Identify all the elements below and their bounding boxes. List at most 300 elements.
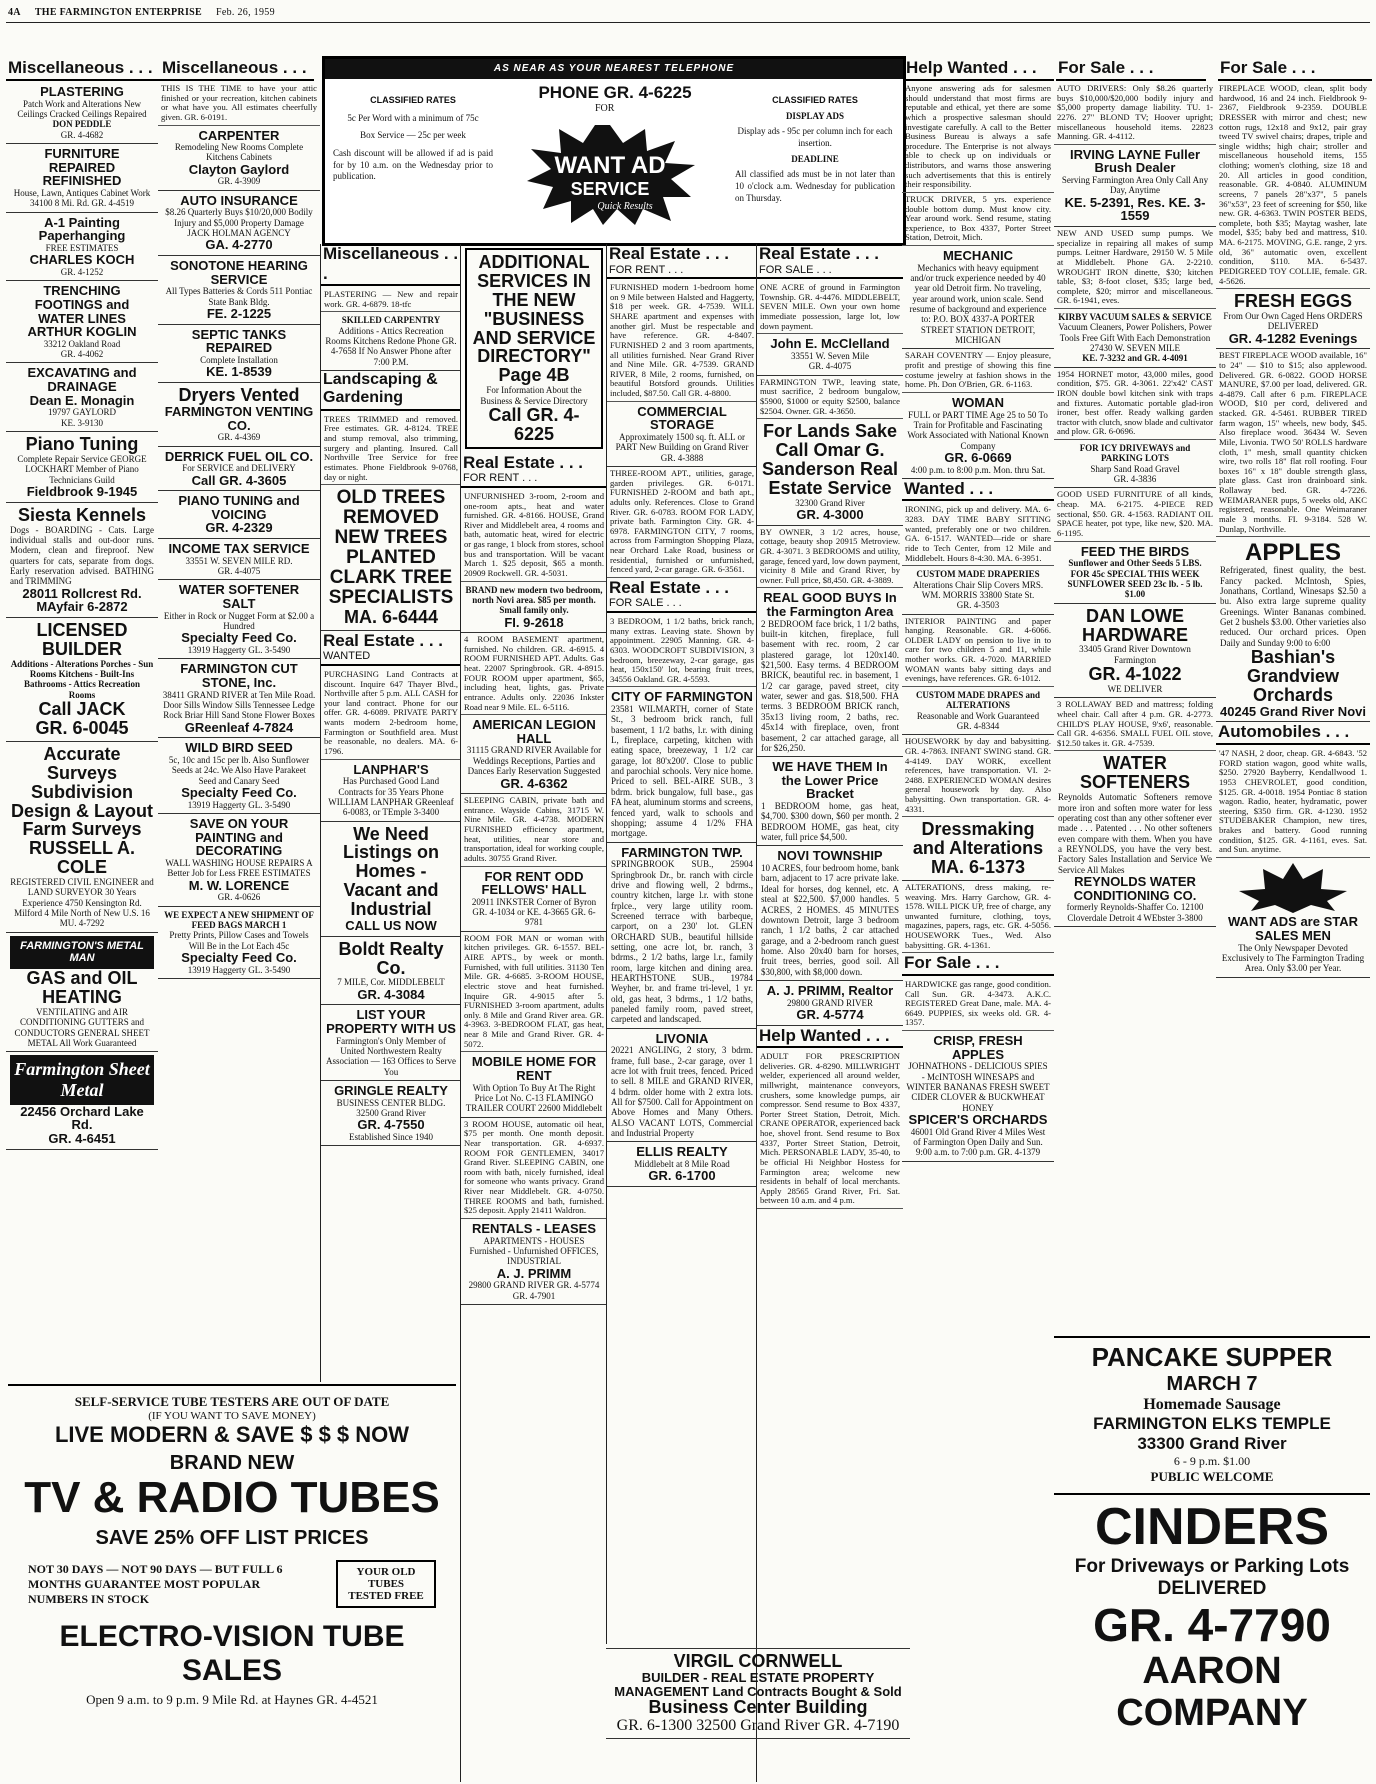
ad-heading: BRAND new modern two bedroom, north Novi area. $85 per month. Small family only. xyxy=(465,584,603,616)
ad-name: Dean E. Monagin xyxy=(29,392,135,408)
ad-heading: PIANO TUNING and VOICING xyxy=(178,493,300,522)
ad-heading: LIST YOUR PROPERTY WITH US xyxy=(326,1007,456,1037)
column-3 xyxy=(320,244,461,1382)
ad-text: Approximately 1500 sq. ft. ALL or PART New Building on Grand River xyxy=(615,431,749,453)
ad-text: Farmington's Only Member of United Northwestern Realty Association — 163 Offices to Serve You xyxy=(325,1035,457,1077)
section-title: Real Estate . . . xyxy=(609,244,729,263)
ad-text: Additions - Attics Recreation Rooms Kitchens Redone Phone GR. 4-7658 If No Answer Phone after 7:00 P.M. xyxy=(325,325,457,367)
ad-sonotone xyxy=(158,256,320,325)
column-2 xyxy=(158,82,320,1382)
ad-heading: WOMAN xyxy=(952,394,1004,410)
ad-text: All Types Batteries & Cords 511 Pontiac State Bank Bldg. xyxy=(165,286,313,307)
pancake-venue: FARMINGTON ELKS TEMPLE xyxy=(1093,1414,1331,1433)
ad-name: Clayton Gaylord xyxy=(188,161,290,177)
ad-phone: MAyfair 6-2872 xyxy=(36,599,128,615)
ad-name: A. J. PRIMM xyxy=(496,1265,572,1281)
ad-real-good-buys xyxy=(757,588,903,757)
ad-phone: 34100 8 Mi. Rd. GR. 4-4519 xyxy=(29,198,134,209)
ad-phone: GR. 4-3000 xyxy=(796,507,864,523)
ad-rentals-leases xyxy=(461,1219,607,1305)
ad-softener-salt xyxy=(158,580,320,659)
ad-phone: GR. 4-0626 xyxy=(217,892,261,903)
ad-auto-insurance xyxy=(158,191,320,256)
ad-name: Specialty Feed Co. xyxy=(181,949,297,965)
ad-name: WE DELIVER xyxy=(1107,683,1163,694)
header-miscellaneous-2: Miscellaneous . . . xyxy=(160,58,314,81)
ad-custom-draperies xyxy=(902,566,1054,614)
tube-line-4: BRAND NEW xyxy=(169,1452,295,1474)
ad-name: Specialty Feed Co. xyxy=(181,630,297,646)
ad-phone: GR. 4-4075 xyxy=(217,566,261,577)
ad-text: FULL or PART TIME Age 25 to 50 To Train for Profitable and Fascinating Work Associated with National Known Company xyxy=(907,409,1049,451)
pancake-welcome: PUBLIC WELCOME xyxy=(1150,1469,1274,1484)
ad-text: 29800 GRAND RIVER xyxy=(786,997,873,1008)
ad-heading: ELLIS REALTY xyxy=(636,1144,728,1160)
section-subtitle: FOR SALE . . . xyxy=(759,263,832,276)
ad-american-legion xyxy=(461,715,607,794)
ad-heading: SEPTIC TANKS REPAIRED xyxy=(191,326,287,356)
classified-entry: ALTERATIONS, dress making, re-weaving. Mrs. Harry Garchow, GR. 4-1578. WILL PICK UP, free of charge, any unwanted furniture, clothing, toys, magazines, papers, rags, etc. GR. 4-5056. HOUSEWORK Tues., Wed. Also babysitting. GR. 4-1361. xyxy=(902,881,1054,953)
ad-heading: FRESH EGGS xyxy=(1233,291,1353,312)
classified-entry: FIREPLACE WOOD, clean, split body hardwood, 16 and 24 inch. Fieldbrook 9-2367, Fieldbrook 9-2359. DOUBLE DRESSER with mirror and chest; new cotton rugs, 12x18 and 9x12, pair gray tweed TV swivel chairs; drapes, triple and single widths; high chair; stroller and miscellaneous household items, 155 clothing; women's clothing, size 18 and 20. All articles in good condition, reasonable. GR. 4-0840. ALUMINUM screens, 7 panels 28"x37", 5 panels 36"x53", 23 feet of screening for $50, like new. GR. 4-6363. TWIN POSTER BEDS, complete, both $35; Maytag washer, late model, $35; baby bed and mattress, $10. MA. 6-2175. MOVING, G.E. range, 2 yrs. old, 36" automatic oven, excellent condition, $110. MA. 6-5437. PEDIGREED TOY COLLIE, female. GR. 4-5626. xyxy=(1216,82,1370,289)
ad-heading: DERRICK FUEL OIL CO. xyxy=(164,448,314,464)
ad-business-directory xyxy=(465,248,603,449)
ad-text: CALL US NOW xyxy=(345,918,437,934)
ad-name: REYNOLDS WATER CONDITIONING CO. xyxy=(1073,873,1197,903)
ad-surveys xyxy=(6,742,158,933)
ad-phone: GR. 4-3503 xyxy=(956,600,1000,611)
ad-name: SPICER'S ORCHARDS xyxy=(908,1112,1048,1128)
ad-text: For Information About the Business & Service Directory xyxy=(480,385,588,406)
ad-text: SPRINGBROOK SUB., 25904 Springbrook Dr., br. ranch with circle drive and flowing well, 2 bdrms., country kitchen, large l.r. with stone frplce., very large utility room. Screened terrace with barbeque, carport, on a 230' lot. GLEN ORCHARD SUB., beautiful hillside setting, one acre lot, br. ranch, 3 bdrms., 2 1/2 baths, large l.r., family room, large kitchen and dining area. HEARTHSTONE SUB., 19784 Weyher, br. and frame tri-level, 1 yr. old, gas heat, 3 bdrms., 1 1/2 baths, paneled family room, paved street, carpeted and landscaped. xyxy=(611,859,753,1025)
ad-phone: GR. 4-1252 xyxy=(60,266,104,277)
tube-line-8: YOUR OLD TUBES TESTED FREE xyxy=(336,1560,436,1608)
ad-phone: GA. 4-2770 xyxy=(205,237,273,253)
masthead xyxy=(8,4,318,20)
ad-heading: INCOME TAX SERVICE xyxy=(168,541,310,557)
ad-phone: GReenleaf 4-7824 xyxy=(184,719,294,735)
ad-phone: GR. 4-3836 xyxy=(1113,474,1157,485)
ad-phone: KE. 3-9130 xyxy=(61,417,103,428)
ad-heading: WATER SOFTENER SALT xyxy=(178,582,300,612)
ad-heading: SAVE ON YOUR PAINTING and DECORATING xyxy=(189,815,289,859)
section-subtitle: WANTED xyxy=(323,650,371,663)
classified-entry: GOOD USED FURNITURE of all kinds, cheap. MA. 6-2175. 4-PIECE RED sectional, $50. GR. 4-1563. RADIANT OIL SPACE heater, pot type, like new, $20. MA. 6-1195. xyxy=(1054,488,1216,541)
header-for-sale-1: For Sale . . . xyxy=(1056,58,1206,81)
ad-text: Sharp Sand Road Gravel xyxy=(1090,463,1180,474)
ad-feed-the-birds xyxy=(1054,542,1216,604)
ad-text: 7 MILE, Cor. MIDDLEBELT xyxy=(337,977,445,988)
classified-entry: 1954 HORNET motor, 43,000 miles, good condition, $75. GR. 4-3061. 22'x42' CAST IRON double bowl kitchen sink with traps and fixtures. Automatic portable glad-iron ironer, best offer. Ready walking garden tractor with clutch, snow blade and cultivator and plow. GR. 6-0696. xyxy=(1054,368,1216,440)
ad-text: 33551 W. Seven Mile xyxy=(791,350,869,361)
ad-text: 33551 W. SEVEN MILE RD. xyxy=(185,555,293,566)
ad-phone: GR. 4-4369 xyxy=(217,432,261,443)
ad-text: 20221 ANGLING, 2 story, 3 bdrm. frame, full base., 2-car garage, over 1 acre lot with fruit trees, fenced. Priced to sell. 8 MILE and GRAND RIVER, 4 bdrm. older home with 2 extra lots. All for $7500. Call for Appointment on Above Homes and Many Others. ALSO VACANT LOTS, Commercial and Industrial Property xyxy=(611,1045,753,1139)
ad-phone: GR. 4-4075 xyxy=(808,361,852,372)
ad-furniture xyxy=(6,144,158,213)
ad-phone: GR. 4-3084 xyxy=(357,986,425,1002)
column-5 xyxy=(606,244,757,1644)
classified-entry: Anyone answering ads for salesmen should understand that most firms are reputable and ethical, yet there are some which a prospective salesman should investigate carefully. A call to the Better Business Bureau is always a safe procedure. The Enterprise is not always able to check up on individuals or distributors, and warns those answering such advertisements that this is entirely their responsibility. xyxy=(902,82,1054,193)
rates-right-2: Display ads - 95c per column inch for each insertion. xyxy=(737,126,893,149)
ad-electro-vision-tube-sales xyxy=(8,1384,456,1778)
ad-phone: 29800 GRAND RIVER GR. 4-5774 GR. 4-7901 xyxy=(468,1280,600,1301)
ad-text: VENTILATING and AIR CONDITIONING GUTTERS and CONDUCTORS GENERAL SHEET METAL All Work Guaranteed xyxy=(14,1006,150,1048)
burst-quick-results: Quick Results xyxy=(597,201,653,212)
classified-entry: THREE-ROOM APT., utilities, garage, garden privileges. GR. 6-0171. FURNISHED 2-ROOM and bath apt., adults only. References. Close to Grand River. GR. 6-0783. ROOM FOR LADY, private bath. Farmington City. GR. 4-6978. FARMINGTON CITY, 7 rooms, across from Farmington Shopping Plaza, near Orchard Lake Road, business or residential, furnished or unfurnished, fenced yard, 2-car garage. GR. 6-3561. xyxy=(607,467,757,578)
ad-heading: CUSTOM MADE DRAPES and ALTERATIONS xyxy=(915,689,1041,711)
section-title: Real Estate . . . xyxy=(609,577,729,597)
ad-text: 5c, 10c and 15c per lb. Also Sunflower Seeds at 24c. We Also Have Parakeet Seed and Canary Seed xyxy=(168,754,310,786)
ad-phone: GR. 4-1022 xyxy=(1088,664,1182,685)
burst-service: SERVICE xyxy=(570,179,650,199)
header-for-sale-2: For Sale . . . xyxy=(902,953,1054,976)
rates-right-1: DISPLAY ADS xyxy=(785,110,845,121)
ad-novi-township xyxy=(757,846,903,980)
classified-entry: FURNISHED modern 1-bedroom home on 9 Mile between Halsted and Haggerty, $18 per week. GR. 4-7539. WILL SHARE apartment and expenses with another girl. Must be respectable and have reference. GR. 4-8407. FURNISHED 2 and 3 room apartments, all utilities furnished. Near Grand River and Nine Mile. GR. 4-7539. GRAND RIVER, 8 Mile, 2 rooms, furnished, on beautiful Botsford grounds. Utilities included, $87.50. Call GR. 4-8800. xyxy=(607,281,757,402)
ad-ellis-realty xyxy=(607,1142,757,1187)
ad-text: JOHNATHONS - DELICIOUS SPIES - McINTOSH WINESAPS and WINTER BANANAS FRESH SWEET CIDER CLOVER & BUCKWHEAT HONEY xyxy=(906,1061,1050,1113)
ad-text: 31115 GRAND RIVER Available for Weddings Receptions, Parties and Dances Early Reservation Suggested xyxy=(466,745,602,777)
classified-entry: PLASTERING — New and repair work. GR. 4-6879. 18-tfc xyxy=(321,288,461,312)
ad-text: 38411 GRAND RIVER at Ten Mile Road. Door Sills Window Sills Tennessee Ledge Rock Briar Hill Sand Stone Flower Boxes xyxy=(162,689,316,721)
ad-phone: KE. 5-2391, Res. KE. 3-1559 xyxy=(1064,194,1206,224)
ad-heading: TRENCHING FOOTINGS and WATER LINES xyxy=(34,283,130,326)
ad-heading: SONOTONE HEARING SERVICE xyxy=(170,258,308,287)
ad-pancake-cinders xyxy=(1054,1336,1370,1784)
ad-text: The Only Newspaper Devoted Exclusively to The Farmington Trading Area. Only $3.00 per Year. xyxy=(1221,942,1365,974)
ad-text: Has Purchased Good Land Contracts for 35 Years Phone WILLIAM LANPHAR GReenleaf 6-0083, or TEmple 3-3400 xyxy=(328,776,454,818)
star-salesmen-icon xyxy=(1223,861,1363,913)
classified-entry: SARAH COVENTRY — Enjoy pleasure, profit and prestige of showing this fine costume jewelry at fashion shows in the home. Ph. Don O'Brien, GR. 6-1163. xyxy=(902,349,1054,393)
paper-name: THE FARMINGTON ENTERPRISE xyxy=(34,6,202,18)
ad-mcclelland xyxy=(757,334,903,375)
header-landscaping: Landscaping & Gardening xyxy=(321,371,461,411)
want-ad-burst-logo xyxy=(525,125,695,225)
ad-primm-realtor xyxy=(757,981,903,1026)
cinders-subtitle: For Driveways or Parking Lots xyxy=(1074,1556,1350,1578)
ad-phone: GR. 4-5774 xyxy=(796,1006,864,1022)
ad-heading: ADDITIONAL SERVICES IN THE NEW "BUSINESS AND SERVICE DIRECTORY" Page 4B xyxy=(472,252,596,386)
pancake-date: MARCH 7 xyxy=(1166,1373,1258,1395)
header-miscellaneous-1: Miscellaneous . . . xyxy=(6,58,160,81)
ad-text: BUILDER - REAL ESTATE PROPERTY MANAGEMENT Land Contracts Bought & Sold xyxy=(614,1669,902,1699)
ad-heading: WE EXPECT A NEW SHIPMENT OF FEED BAGS MARCH 1 xyxy=(164,909,314,930)
section-subtitle: FOR RENT . . . xyxy=(463,472,538,485)
ad-text: Complete Installation xyxy=(200,355,278,366)
ad-phone: GR. 4-3888 xyxy=(660,452,704,463)
pancake-time-price: 6 - 9 p.m. $1.00 xyxy=(1173,1454,1251,1468)
classified-entry: '47 NASH, 2 door, cheap. GR. 4-6843. '52 FORD station wagon, good white walls, $250. 27920 Bayberry, Kendallwood 1. 1953 CHEVROLET, good condition, $125. GR. 4-0018. 1954 Pontiac 8 station wagon. Radio, heater, hydramatic, power steering, $350 firm. GR. 4-1230. 1952 STUDEBAKER Champion, new tires, brakes and battery. Good running condition, $125. GR. 4-1161, eves. Sat. and Sun. anytime. xyxy=(1216,747,1370,858)
ad-heading: Accurate Surveys Subdivision Design & Layout Farm Surveys xyxy=(10,743,153,840)
ad-text: 32300 Grand River xyxy=(795,497,865,508)
ad-heading: WANT ADS are STAR SALES MEN xyxy=(1227,914,1358,943)
classified-entry: 3 BEDROOM, 1 1/2 baths, brick ranch, many extras. Leaving state. Shown by appointment. 22905 Manning. GR. 4-6303. WOODCROFT SUBDIVISION, 3 bedroom, breezeway, 2-car garage, gas heat, 150x150' lot, bearing fruit trees, 34556 Oakland. GR. 4-5593. xyxy=(607,615,757,687)
section-title: Real Estate . . . xyxy=(759,244,879,263)
ad-phone: MA. 6-6444 xyxy=(343,606,439,627)
ad-fresh-eggs xyxy=(1216,289,1370,349)
ad-text: Refrigerated, finest quality, the best. Fancy packed. McIntosh, Spies, Jonathans, Cortland, Winesaps $2.50 a bu. Also extra large supreme quality Greenings. Winter Bananas combined. Get 2 bushels $3.00. Other varieties also reduced. Our orchard prices. Open Daily and Sunday 9:00 to 6:00 xyxy=(1220,565,1366,648)
ad-boldt-realty xyxy=(321,937,461,1006)
ad-text: APARTMENTS - HOUSES Furnished - Unfurnished OFFICES, INDUSTRIAL xyxy=(469,1235,599,1267)
section-subtitle: FOR RENT . . . xyxy=(609,263,684,276)
tube-line-6: SAVE 25% OFF LIST PRICES xyxy=(95,1527,369,1550)
classified-entry: 3 ROOM HOUSE, automatic oil heat, $75 per month. One month deposit. Near transportation. GR. 4-6937. ROOM FOR GENTLEMEN, 34017 Grand River. SLEEPING CABIN, one room with bath, nicely furnished, ideal for someone who wants privacy. Grand River near Middlebelt. GR. 4-0750. THREE ROOMS and bath, furnished. $25 deposit. Apply 21411 Waldron. xyxy=(461,1118,607,1219)
ad-gas-oil-heating xyxy=(6,933,158,1052)
ad-heading: John E. McClelland xyxy=(770,336,890,352)
column-8 xyxy=(1054,82,1216,1332)
ad-name: CHARLES KOCH xyxy=(29,252,135,268)
ad-phone: Call GR. 4-3605 xyxy=(191,472,287,488)
cinders-company: AARON COMPANY xyxy=(1116,1649,1308,1734)
ad-heading: Boldt Realty Co. xyxy=(338,938,444,978)
header-for-sale-3: For Sale . . . xyxy=(1218,58,1372,81)
ad-heading: For Lands Sake Call Omar G. Sanderson Real Estate Service xyxy=(761,421,899,498)
ad-phone: FE. 2-1225 xyxy=(206,306,272,322)
ad-name: 4:00 p.m. to 8:00 p.m. Mon. thru Sat. xyxy=(910,464,1046,475)
classified-entry: HOUSEWORK by day and babysitting. GR. 4-7863. INFANT SWING stand. GR. 4-4149. DAY WORK, excellent references, have transportation. VI. 2-2488. EXPERIENCED WOMAN desires general housework by day. Also babysitting. Own transportation. GR. 4-4331. xyxy=(902,735,1054,817)
ad-text: Patch Work and Alterations New Ceilings Cracked Ceilings Repaired xyxy=(17,98,147,119)
classified-entry: BY OWNER, 3 1/2 acres, house, cottage, beauty shop 20915 Metroview. GR. 4-3071. 3 BEDROOMS and utility, garage, fenced yard, low down payment, vicinity 8 Mile and Grand River, by owner. Full price, $8,450. GR. 4-3889. xyxy=(757,526,903,589)
tube-line-9: ELECTRO-VISION TUBE SALES xyxy=(59,1620,405,1688)
ad-text: BUSINESS CENTER BLDG. 32500 Grand River xyxy=(336,1097,446,1119)
ad-heading: MECHANIC xyxy=(942,248,1014,263)
pancake-address: 33300 Grand River xyxy=(1137,1434,1287,1453)
ad-septic-tanks xyxy=(158,325,320,383)
ad-heading: CRISP, FRESH APPLES xyxy=(933,1033,1023,1062)
ad-kirby xyxy=(1054,309,1216,368)
ad-phone: GR. 4-6362 xyxy=(500,775,568,791)
ad-text: 10 ACRES, four bedroom home, bank barn, adjacent to 17 acre private lake. Ideal for horses, dog kennel, etc. A steal at $22,500. $7,000 handles. 5 ACRES, 2 HOMES. 45 MINUTES downtown Detroit, large 3 bedroom ranch, 1 1/2 baths, 2 car attached garage, and a 2-bedroom ranch guest home. Also 20x40 barn for horses, fruit trees, berries, good soil. All $30,800, with $8,000 down. xyxy=(761,863,899,977)
header-real-estate-sale-2 xyxy=(757,244,903,279)
classified-entry: PURCHASING Land Contracts at discount. Inquire 647 Thayer Blvd., Northville after 5 p.m. ALL CASH for your land contract. Phone for our offer. GR. 4-6089. PRIVATE PARTY wants modern 2-bedroom home, Farmington or Southfield area. Must be reasonable, no dealers. MA. 6-1796. xyxy=(321,668,461,760)
ad-phone: GR. 4-1034 or KE. 4-3665 GR. 6-9781 xyxy=(472,907,596,928)
header-miscellaneous-3: Miscellaneous . . . xyxy=(321,244,461,286)
ad-mobile-home xyxy=(461,1052,607,1117)
ad-feed-bags xyxy=(158,907,320,979)
classified-entry: IRONING, pick up and delivery. MA. 6-3283. DAY TIME BABY SITTING wanted, preferably one or two children. GA. 6-1517. WANTED—ride or share ride to Tech Center, from 12 Mile and Middlebelt. Hours 8-4:30. MA. 6-3951. xyxy=(902,503,1054,566)
ad-heading: PLASTERING xyxy=(40,84,124,99)
ad-skilled-carpentry xyxy=(321,312,461,371)
ad-spicers-orchards xyxy=(902,1031,1054,1162)
ad-heading: COMMERCIAL STORAGE xyxy=(637,403,727,433)
ad-phone: Call GR. 4-6225 xyxy=(488,404,580,444)
ad-phone: KE. 1-8539 xyxy=(206,364,272,380)
classified-entry: 4 ROOM BASEMENT apartment, furnished. No children. GR. 4-6915. 4 ROOM FURNISHED APT. Adults. Gas heat. 22007 Springbrook. GR. 4-8915. FOUR ROOM upper apartment, $65, including heat, lights, gas. Private entrance. Adults only. 22036 Inkster Road near 9 Mile. EL. 6-5116. xyxy=(461,633,607,715)
ad-text: Sunflower and Other Seeds 5 LBS. FOR 45c SPECIAL THIS WEEK SUNFLOWER SEED 23c lb. - 5 lb. $1.00 xyxy=(1067,558,1203,600)
ad-heading: Dressmaking and Alterations xyxy=(912,819,1044,859)
ad-text: Alterations Chair Slip Covers MRS. WM. MORRIS 33800 State St. xyxy=(912,579,1044,600)
ad-water-softeners xyxy=(1054,751,1216,927)
ad-name: 28011 Rollcrest Rd. xyxy=(22,585,142,601)
ad-text: Additions - Alterations Porches - Sun Rooms Kitchens - Built-Ins Bathrooms - Attics Recreation Rooms xyxy=(10,658,154,700)
ad-text: 33212 Oakland Road xyxy=(43,338,121,349)
ad-heading: WATER SOFTENERS xyxy=(1079,753,1190,793)
ad-odd-fellows xyxy=(461,867,607,932)
column-9 xyxy=(1216,82,1370,1332)
rates-right-4: All classified ads must be in not later than 10 o'clock a.m. Wednesday for publication on Thursday. xyxy=(735,169,895,203)
rates-left-title: CLASSIFIED RATES xyxy=(370,95,456,105)
cinders-phone: GR. 4-7790 xyxy=(1093,1599,1331,1652)
header-real-estate-rent-1 xyxy=(461,453,607,488)
ad-phone: GR. 4-1282 Evenings xyxy=(1228,330,1358,346)
rates-left-1: 5c Per Word with a minimum of 75c xyxy=(347,112,479,123)
ad-commercial-storage xyxy=(607,402,757,467)
ad-dryers-vented xyxy=(158,383,320,447)
ad-heading: DAN LOWE HARDWARE xyxy=(1082,605,1188,645)
ad-heading: APPLES xyxy=(1244,539,1342,567)
tube-line-1: SELF-SERVICE TUBE TESTERS ARE OUT OF DATE xyxy=(74,1394,390,1409)
ad-name: Bashian's Grandview Orchards xyxy=(1246,647,1340,705)
ad-heading: CUSTOM MADE DRAPERIES xyxy=(916,569,1040,580)
ad-custom-drapes xyxy=(902,687,1054,735)
ad-phone: GR. 6-0045 xyxy=(35,717,129,738)
ad-city-of-farmington xyxy=(607,687,757,842)
ad-phone: GR. 6-0669 xyxy=(944,449,1012,465)
ad-heading: LANPHAR'S xyxy=(353,761,429,777)
rates-right-3: DEADLINE xyxy=(791,153,839,164)
ad-apples xyxy=(1216,537,1370,722)
ad-heading: REAL GOOD BUYS In the Farmington Area xyxy=(763,590,897,620)
ad-phone: MA. 6-1373 xyxy=(930,857,1026,878)
classified-entry: BEST FIREPLACE WOOD available, 16" to 24" — $10 to $15; also applewood. Delivered. GR. 6-0822. GOOD HORSE MANURE, $7.00 per load, delivered. GR. 4-4879. Call after 6 p.m. FIREPLACE WOOD, $10 per cord, delivered and stacked. GR. 4-5461. RUBBER TIRED farm wagon, 15" wheels, new body, $45. Also fireplace wood. 36434 W. Seven Mile, Livonia. TWO 50' ROLLS hardware cloth, 1" mesh, small quantity chicken wire, two rolls 18" flat roll roofing. Four boxes 16" x 18" double strength glass, plate glass. Cast iron drainboard sink. Rollaway bed. GR. 4-7226. WEIMARANER pups, 5 weeks old, AKC registered, reasonable. One Weimaraner male 3 months. FI. 9-3184. 528 W. Dunlap, Northville. xyxy=(1216,349,1370,537)
header-help-wanted-1: Help Wanted . . . xyxy=(904,58,1054,81)
ad-heading: IRVING LAYNE Fuller Brush Dealer xyxy=(1069,146,1201,176)
ad-heading: WE HAVE THEM In the Lower Price Bracket xyxy=(772,759,888,802)
ad-woman xyxy=(902,393,1054,479)
ad-trenching xyxy=(6,281,158,363)
ad-name: ARTHUR KOGLIN xyxy=(27,324,137,340)
ad-phone: 13919 Haggerty GL. 3-5490 xyxy=(187,645,291,655)
ad-farmington-sheet-metal xyxy=(6,1052,158,1149)
ad-text: Pretty Prints, Pillow Cases and Towels Will Be in the Lot Each 45c xyxy=(169,930,309,951)
tube-line-7: NOT 30 DAYS — NOT 90 DAYS — BUT FULL 6 MONTHS GUARANTEE MOST POPULAR NUMBERS IN STOCK xyxy=(28,1561,283,1606)
ad-text: Mechanics with heavy equipment and/or truck experience needed by 40 year old Detroit firm. No traveling, year around work, union scale. Send resume of background and experience to: P.O. BOX 4337-A PORTER STREET STATION DETROIT, MICHIGAN xyxy=(909,262,1047,346)
column-7 xyxy=(902,82,1054,1782)
tube-line-3: LIVE MODERN & SAVE $ $ $ NOW xyxy=(54,1422,410,1447)
ad-virgil-cornwell xyxy=(606,1648,910,1739)
ad-phone: GR. 4-4062 xyxy=(60,349,104,360)
section-title: Real Estate . . . xyxy=(323,630,443,650)
ad-income-tax xyxy=(158,539,320,580)
ad-excavating xyxy=(6,363,158,432)
ad-heading: FURNITURE REPAIRED REFINISHED xyxy=(42,146,122,189)
ad-cut-stone xyxy=(158,659,320,738)
column-4 xyxy=(460,244,607,1782)
ad-we-need-listings xyxy=(321,822,461,937)
rates-right-title: CLASSIFIED RATES xyxy=(772,95,858,105)
ad-phone: 13919 Haggerty GL. 3-5490 xyxy=(187,964,291,975)
ad-livonia xyxy=(607,1029,757,1143)
classified-entry: ONE ACRE of ground in Farmington Township. GR. 4-4476. MIDDLEBELT, SEVEN MILE. Own your own home immediate possession, large lot, low down payment. xyxy=(757,281,903,334)
ad-text: Vacuum Cleaners, Power Polishers, Power Tools Free Gift With Each Demonstration 27430 W. SEVEN MILE xyxy=(1058,322,1212,354)
classified-entry: UNFURNISHED 3-room, 2-room and one-room apts., heat and water furnished. GR. 4-8166. HOUSE, Grand River and Middlebelt area, 4 rooms and bath, automatic heat, wired for electric or gas range, 1 block from stores, school bus and transportation. Will be vacant March 1. $25 deposit, $65 a month. 20909 Rockwell. GR. 4-5031. xyxy=(461,490,607,582)
header-wanted: Wanted . . . xyxy=(902,479,1054,502)
ad-name: M. W. LORENCE xyxy=(188,877,290,893)
classified-rates-box xyxy=(322,56,906,246)
ad-heading: We Need Listings on Homes - Vacant and Industrial xyxy=(343,823,439,920)
ad-sanderson xyxy=(757,419,903,526)
ad-heading: NOVI TOWNSHIP xyxy=(777,848,883,864)
section-subtitle: FOR SALE . . . xyxy=(609,597,682,610)
ad-heading: LIVONIA xyxy=(655,1030,709,1046)
ad-irving-layne xyxy=(1054,145,1216,227)
ad-phone: GR. 6-1300 32500 Grand River GR. 4-7190 xyxy=(616,1717,900,1735)
ad-phone: GR. 4-4682 xyxy=(60,129,104,140)
ad-name: GAS and OIL HEATING xyxy=(26,968,138,1007)
ad-piano-voicing xyxy=(158,491,320,539)
ad-heading: FARMINGTON'S METAL MAN xyxy=(10,936,154,969)
ad-want-ads-star xyxy=(1216,858,1370,978)
ad-heading: AUTO INSURANCE xyxy=(180,192,298,208)
ad-heading: CITY OF FARMINGTON xyxy=(611,689,753,705)
ad-phone: MU. 4-7292 xyxy=(59,918,105,929)
classified-entry: SLEEPING CABIN, private bath and entrance. Wayside Cabins, 31715 W. Nine Mile. GR. 4-4738. MODERN FURNISHED efficiency apartment, heat, utilities, near store and transportation, ideal for working couple, adults. 30755 Grand River. xyxy=(461,794,607,866)
ad-heading: RENTALS - LEASES xyxy=(472,1220,596,1236)
cinders-title: CINDERS xyxy=(1094,1498,1330,1556)
ad-text: Complete Repair Service GEORGE LOCKHART Member of Piano Technicians Guild xyxy=(17,453,147,485)
ad-wild-bird-seed xyxy=(158,738,320,814)
rates-banner: AS NEAR AS YOUR NEAREST TELEPHONE xyxy=(325,59,903,79)
ad-heading: WILD BIRD SEED xyxy=(185,740,293,756)
tube-line-10: Open 9 a.m. to 9 p.m. 9 Mile Rd. at Haynes GR. 4-4521 xyxy=(86,1692,378,1708)
pancake-subtitle: Homemade Sausage xyxy=(1143,1396,1281,1413)
classified-entry: ROOM FOR MAN or woman with kitchen privileges. GR. 6-1557. BEL-AIRE APTS., by week or month. Furnished, with full utilities. 31130 Ten Mile. GR. 4-6685. 3-ROOM HOUSE, electric stove and heat furnished. Inquire GR. 4-9015 after 5. FURNISHED 3-room apartment, adults only. 8 Mile and Grand River area. GR. 4-3963. 3-BEDROOM FLAT, gas heat, near 8 Mile and Grand River. GR. 4-5072. xyxy=(461,932,607,1053)
ad-lanphars xyxy=(321,760,461,822)
ad-phone: KE. 7-3232 and GR. 4-4091 xyxy=(1082,353,1188,364)
ad-phone: GR. 4-6451 xyxy=(48,1130,116,1146)
ad-carpenter xyxy=(158,126,320,191)
ad-heading: FEED THE BIRDS xyxy=(1080,543,1190,559)
ad-lower-price xyxy=(757,757,903,846)
header-help-wanted-2: Help Wanted . . . xyxy=(757,1026,903,1049)
ad-heading: Dryers Vented xyxy=(178,385,300,405)
section-title: Real Estate . . . xyxy=(463,452,583,472)
ad-name: FARMINGTON VENTING CO. xyxy=(164,403,314,433)
tube-line-2: (IF YOU WANT TO SAVE MONEY) xyxy=(148,1410,316,1422)
ad-text: 2 BEDROOM face brick, 1 1/2 baths, built-in kitchen, fireplace, full basement with rec. room, 2 car plastered garage, lot 120x140. $21,500. Easy terms. 4 BEDROOM BRICK, beautiful rec. in basement, 1 1/2 car garage, paved street, city water, sewer and gas. $18,500. FHA terms. 3 BEDROOM BRICK ranch, 35x13 living room, 2 baths, rec. 45x14 with fireplace, oven, front basement, 2 car attached garage, all for $26,250. xyxy=(761,618,899,753)
ad-heading: Farmington Sheet Metal xyxy=(10,1055,154,1104)
ad-clark-tree xyxy=(321,485,461,631)
tube-line-5: TV & RADIO TUBES xyxy=(24,1473,440,1522)
classified-entry: TREES TRIMMED and removed. Free estimates. GR. 4-8124. TREE and stump removal, also trimming, surgery and planting. Insured. Call Northville Tree Service for free estimates. Phone Fieldbrook 9-0768, day or night. xyxy=(321,413,461,485)
rates-left-2: Box Service — 25c per week xyxy=(360,130,466,141)
ad-heading: VIRGIL CORNWELL xyxy=(673,1651,843,1671)
ad-dressmaking xyxy=(902,817,1054,881)
ad-phone: 13919 Haggerty GL. 3-5490 xyxy=(187,799,291,810)
ad-list-property xyxy=(321,1005,461,1081)
classified-entry: 3 ROLLAWAY BED and mattress; folding wheel chair. Call after 4 p.m. GR. 4-2773. CHILD'S PLAY HOUSE, 9'x6', reasonable. Call GR. 4-6356. SMALL FUEL OIL stove, $12.50 takes it. GR. 4-7539. xyxy=(1054,698,1216,751)
ad-phone: GR. 4-3909 xyxy=(217,176,261,187)
ad-text: Dogs - BOARDING - Cats. Large individual stalls and out-door runs. Modern, clean and fireproof. New quarters for cats, separate from dogs. Early reservation advised. BATHING and TRIMMING xyxy=(10,524,154,587)
ad-icy-driveways xyxy=(1054,440,1216,488)
ad-text: House, Lawn, Antiques Cabinet Work xyxy=(13,187,151,198)
burst-want-ad: WANT AD xyxy=(554,152,666,179)
ad-gringle-realty xyxy=(321,1081,461,1146)
rates-left xyxy=(333,95,493,183)
ad-text: WALL WASHING HOUSE REPAIRS A Better Job for Less FREE ESTIMATES xyxy=(165,857,313,879)
ad-text: 33405 Grand River Downtown Farmington xyxy=(1079,644,1191,665)
ad-painting xyxy=(6,213,158,282)
ad-name: Specialty Feed Co. xyxy=(181,784,297,800)
ad-heading: CARPENTER xyxy=(198,127,280,143)
ad-text: From Our Own Caged Hens ORDERS DELIVERED xyxy=(1223,311,1363,332)
ad-phone: GR. 6-1700 xyxy=(648,1168,716,1184)
classified-entry: INTERIOR PAINTING and paper hanging. Reasonable. GR. 4-6066. OLDER LADY on pension to live in to care for two children 5 and 11, while mother works. GR. 4-7020. MARRIED WOMAN wants baby sitting days and evenings, have references. GR. 6-1012. xyxy=(902,615,1054,687)
classified-entry: NEW AND USED sump pumps. We specialize in repairing all makes of sump pumps. Leitner Hardware, 29150 W. 5 Mile at Middlebelt. Phone GA. 2-2210. WROUGHT IRON dinette, $30; kitchen table, $3; 8-foot closet, $35; large bed, complete, $20; mirror and miscellaneous. GR. 6-1941, eves. xyxy=(1054,227,1216,309)
ad-heading: FOR RENT ODD FELLOWS' HALL xyxy=(481,868,587,898)
cinders-delivered: DELIVERED xyxy=(1157,1578,1267,1600)
